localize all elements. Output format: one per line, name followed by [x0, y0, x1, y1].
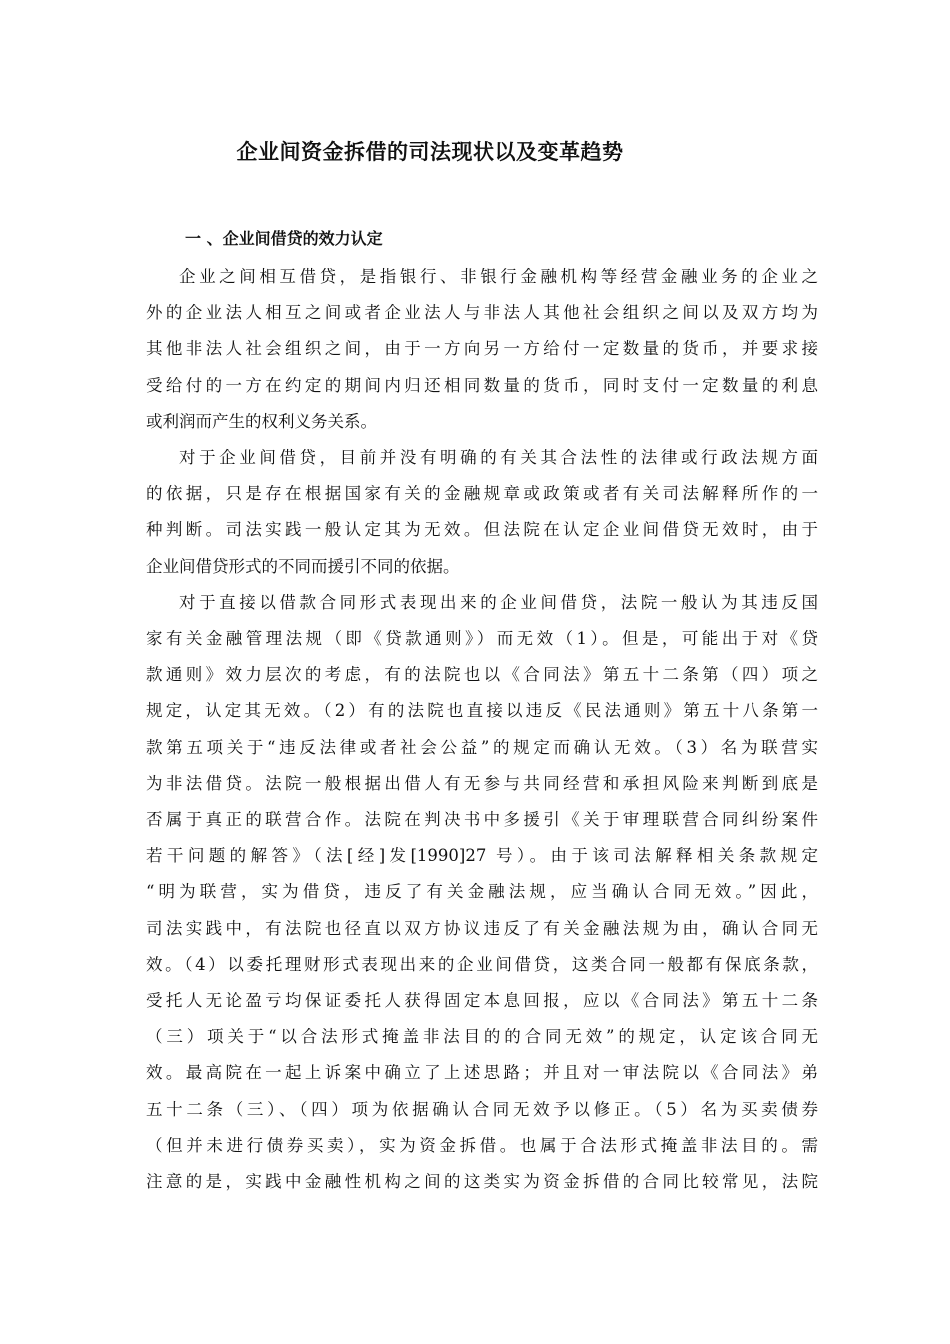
- text-line: 规定，认定其无效。（2）有的法院也直接以违反《民法通则》第五十八条第一: [146, 701, 818, 721]
- paragraph-2: [146, 440, 818, 585]
- text-line: 司法实践中，有法院也径直以双方协议违反了有关金融法规为由，确认合同无: [146, 918, 818, 938]
- text-line: 或利润而产生的权利义务关系。: [146, 411, 377, 431]
- text-line: 为非法借贷。法院一般根据出借人有无参与共同经营和承担风险来判断到底是: [146, 773, 818, 793]
- text-line: “明为联营，实为借贷，违反了有关金融法规，应当确认合同无效。”因此，: [146, 882, 818, 902]
- text-line: 其他非法人社会组织之间，由于一方向另一方给付一定数量的货币，并要求接: [146, 339, 818, 359]
- text-line: 受给付的一方在约定的期间内归还相同数量的货币，同时支付一定数量的利息: [146, 375, 818, 395]
- paragraph-3: [146, 585, 818, 1200]
- text-line: 种判断。司法实践一般认定其为无效。但法院在认定企业间借贷无效时，由于: [146, 520, 818, 540]
- text-line: 受托人无论盈亏均保证委托人获得固定本息回报，应以《合同法》第五十二条: [146, 991, 818, 1011]
- text-line: （但并未进行债券买卖），实为资金拆借。也属于合法形式掩盖非法目的。需: [146, 1135, 818, 1155]
- text-line: （三）项关于“以合法形式掩盖非法目的的合同无效”的规定，认定该合同无: [146, 1027, 818, 1047]
- text-line: 五十二条（三）、（四）项为依据确认合同无效予以修正。（5）名为买卖债券: [146, 1099, 818, 1119]
- text-line: 若干问题的解答》（法[经]发[1990]27 号）。由于该司法解释相关条款规定: [146, 846, 818, 866]
- text-line: 效。最高院在一起上诉案中确立了上述思路；并且对一审法院以《合同法》弟: [146, 1063, 818, 1083]
- paragraph-1: [146, 259, 818, 440]
- text-line: 对于企业间借贷，目前并没有明确的有关其合法性的法律或行政法规方面: [179, 448, 818, 468]
- text-line: 对于直接以借款合同形式表现出来的企业间借贷，法院一般认为其违反国: [179, 592, 818, 612]
- text-line: 企业间借贷形式的不同而援引不同的依据。: [146, 556, 460, 576]
- text-line: 的依据，只是存在根据国家有关的金融规章或政策或者有关司法解释所作的一: [146, 484, 818, 504]
- text-line: 企业之间相互借贷，是指银行、非银行金融机构等经营金融业务的企业之: [179, 267, 818, 286]
- document-title: 企业间资金拆借的司法现状以及变革趋势: [236, 140, 624, 164]
- text-line: 款第五项关于“违反法律或者社会公益”的规定而确认无效。（3）名为联营实: [146, 737, 818, 757]
- text-line: 外的企业法人相互之间或者企业法人与非法人其他社会组织之间以及双方均为: [146, 303, 818, 323]
- section-heading: 一 、企业间借贷的效力认定: [185, 229, 383, 248]
- text-line: 家有关金融管理法规（即《贷款通则》）而无效（1）。但是，可能出于对《贷: [146, 629, 818, 649]
- text-line: 否属于真正的联营合作。法院在判决书中多援引《关于审理联营合同纠纷案件: [146, 810, 818, 830]
- text-line: 注意的是，实践中金融性机构之间的这类实为资金拆借的合同比较常见，法院: [146, 1172, 818, 1192]
- text-line: 款通则》效力层次的考虑，有的法院也以《合同法》第五十二条第（四）项之: [146, 665, 818, 685]
- document-body: [146, 259, 818, 1200]
- text-line: 效。（4）以委托理财形式表现出来的企业间借贷，这类合同一般都有保底条款，: [146, 954, 818, 974]
